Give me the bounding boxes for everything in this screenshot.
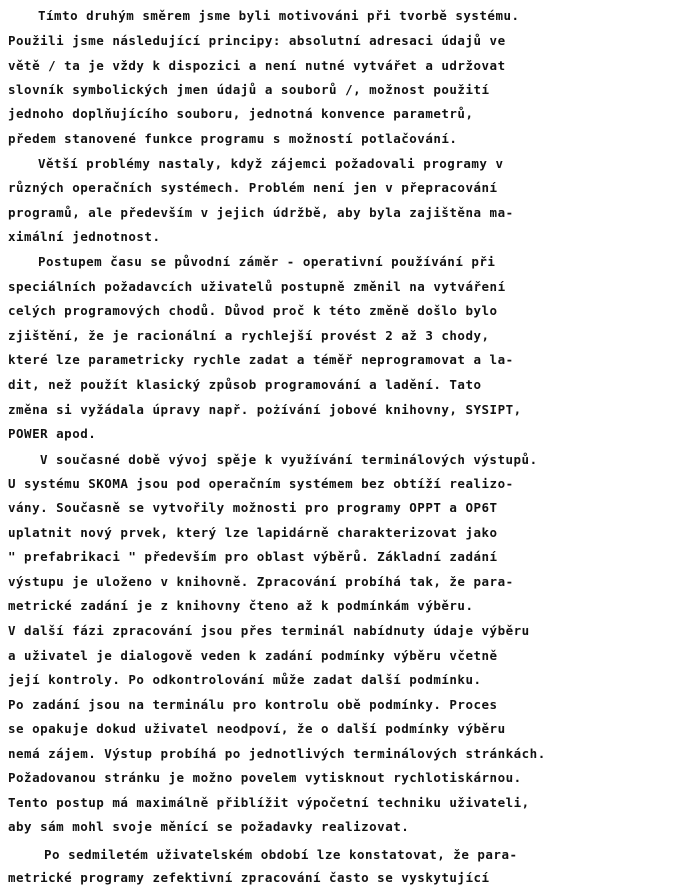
text-line: celých programových chodů. Důvod proč k této změně došlo bylo — [8, 303, 498, 318]
text-line: Požadovanou stránku je možno povelem vytisknout rychlotiskárnou. — [8, 770, 522, 785]
text-line: jednoho doplňujícího souboru, jednotná konvence parametrů, — [8, 106, 474, 121]
text-line: Tento postup má maximálně přiblížit výpočetní techniku uživateli, — [8, 795, 530, 810]
text-line: různých operačních systémech. Problém není jen v přepracování — [8, 180, 498, 195]
text-line: vány. Současně se vytvořily možnosti pro programy OPPT a OP6T — [8, 500, 498, 515]
text-line: výstupu je uloženo v knihovně. Zpracování probíhá tak, že para- — [8, 574, 514, 589]
text-line: její kontroly. Po odkontrolování může zadat další podmínku. — [8, 672, 482, 687]
text-line: zjištění, že je racionální a rychlejší provést 2 až 3 chody, — [8, 328, 490, 343]
text-line: speciálních požadavcích uživatelů postupně změnil na vytváření — [8, 279, 506, 294]
text-line: Větší problémy nastaly, když zájemci požadovali programy v — [38, 156, 504, 171]
text-line: se opakuje dokud uživatel neodpoví, že o další podmínky výběru — [8, 721, 506, 736]
text-line: slovník symbolických jmen údajů a souborů /, možnost použití — [8, 82, 490, 97]
text-line: V současné době vývoj spěje k využívání terminálových výstupů. — [40, 452, 538, 467]
text-line: větě / ta je vždy k dispozici a není nutné vytvářet a udržovat — [8, 58, 506, 73]
text-line: metrické zadání je z knihovny čteno až k podmínkám výběru. — [8, 598, 474, 613]
text-line: nemá zájem. Výstup probíhá po jednotlivých terminálových stránkách. — [8, 746, 546, 761]
text-line: dit, než použít klasický způsob programování a ladění. Tato — [8, 377, 482, 392]
text-line: POWER apod. — [8, 426, 97, 441]
text-line: V další fázi zpracování jsou přes terminál nabídnuty údaje výběru — [8, 623, 530, 638]
text-line: ximální jednotnost. — [8, 229, 161, 244]
text-line: které lze parametricky rychle zadat a téměř neprogramovat a la- — [8, 352, 514, 367]
text-line: " prefabrikaci " především pro oblast výběrů. Základní zadání — [8, 549, 498, 564]
text-line: a uživatel je dialogově veden k zadání podmínky výběru včetně — [8, 648, 498, 663]
text-line: Po zadání jsou na terminálu pro kontrolu obě podmínky. Proces — [8, 697, 498, 712]
text-line: předem stanovené funkce programu s možností potlačování. — [8, 131, 458, 146]
text-line: metrické programy zefektivní zpracování často se vyskytující — [8, 870, 490, 885]
text-line: Použili jsme následující principy: absolutní adresaci údajů ve — [8, 33, 506, 48]
text-line: změna si vyžádala úpravy např. pożívání jobové knihovny, SYSIPT, — [8, 402, 522, 417]
text-line: Tímto druhým směrem jsme byli motivováni při tvorbě systému. — [38, 8, 520, 23]
text-line: Postupem času se původní záměr - operativní používání při — [38, 254, 496, 269]
text-line: programů, ale především v jejich údržbě, aby byla zajištěna ma- — [8, 205, 514, 220]
text-line: Po sedmiletém uživatelském období lze konstatovat, že para- — [44, 847, 518, 862]
text-line: uplatnit nový prvek, který lze lapidárně charakterizovat jako — [8, 525, 498, 540]
text-line: aby sám mohl svoje měnící se požadavky realizovat. — [8, 819, 410, 834]
text-line: U systému SKOMA jsou pod operačním systémem bez obtíží realizo- — [8, 476, 514, 491]
